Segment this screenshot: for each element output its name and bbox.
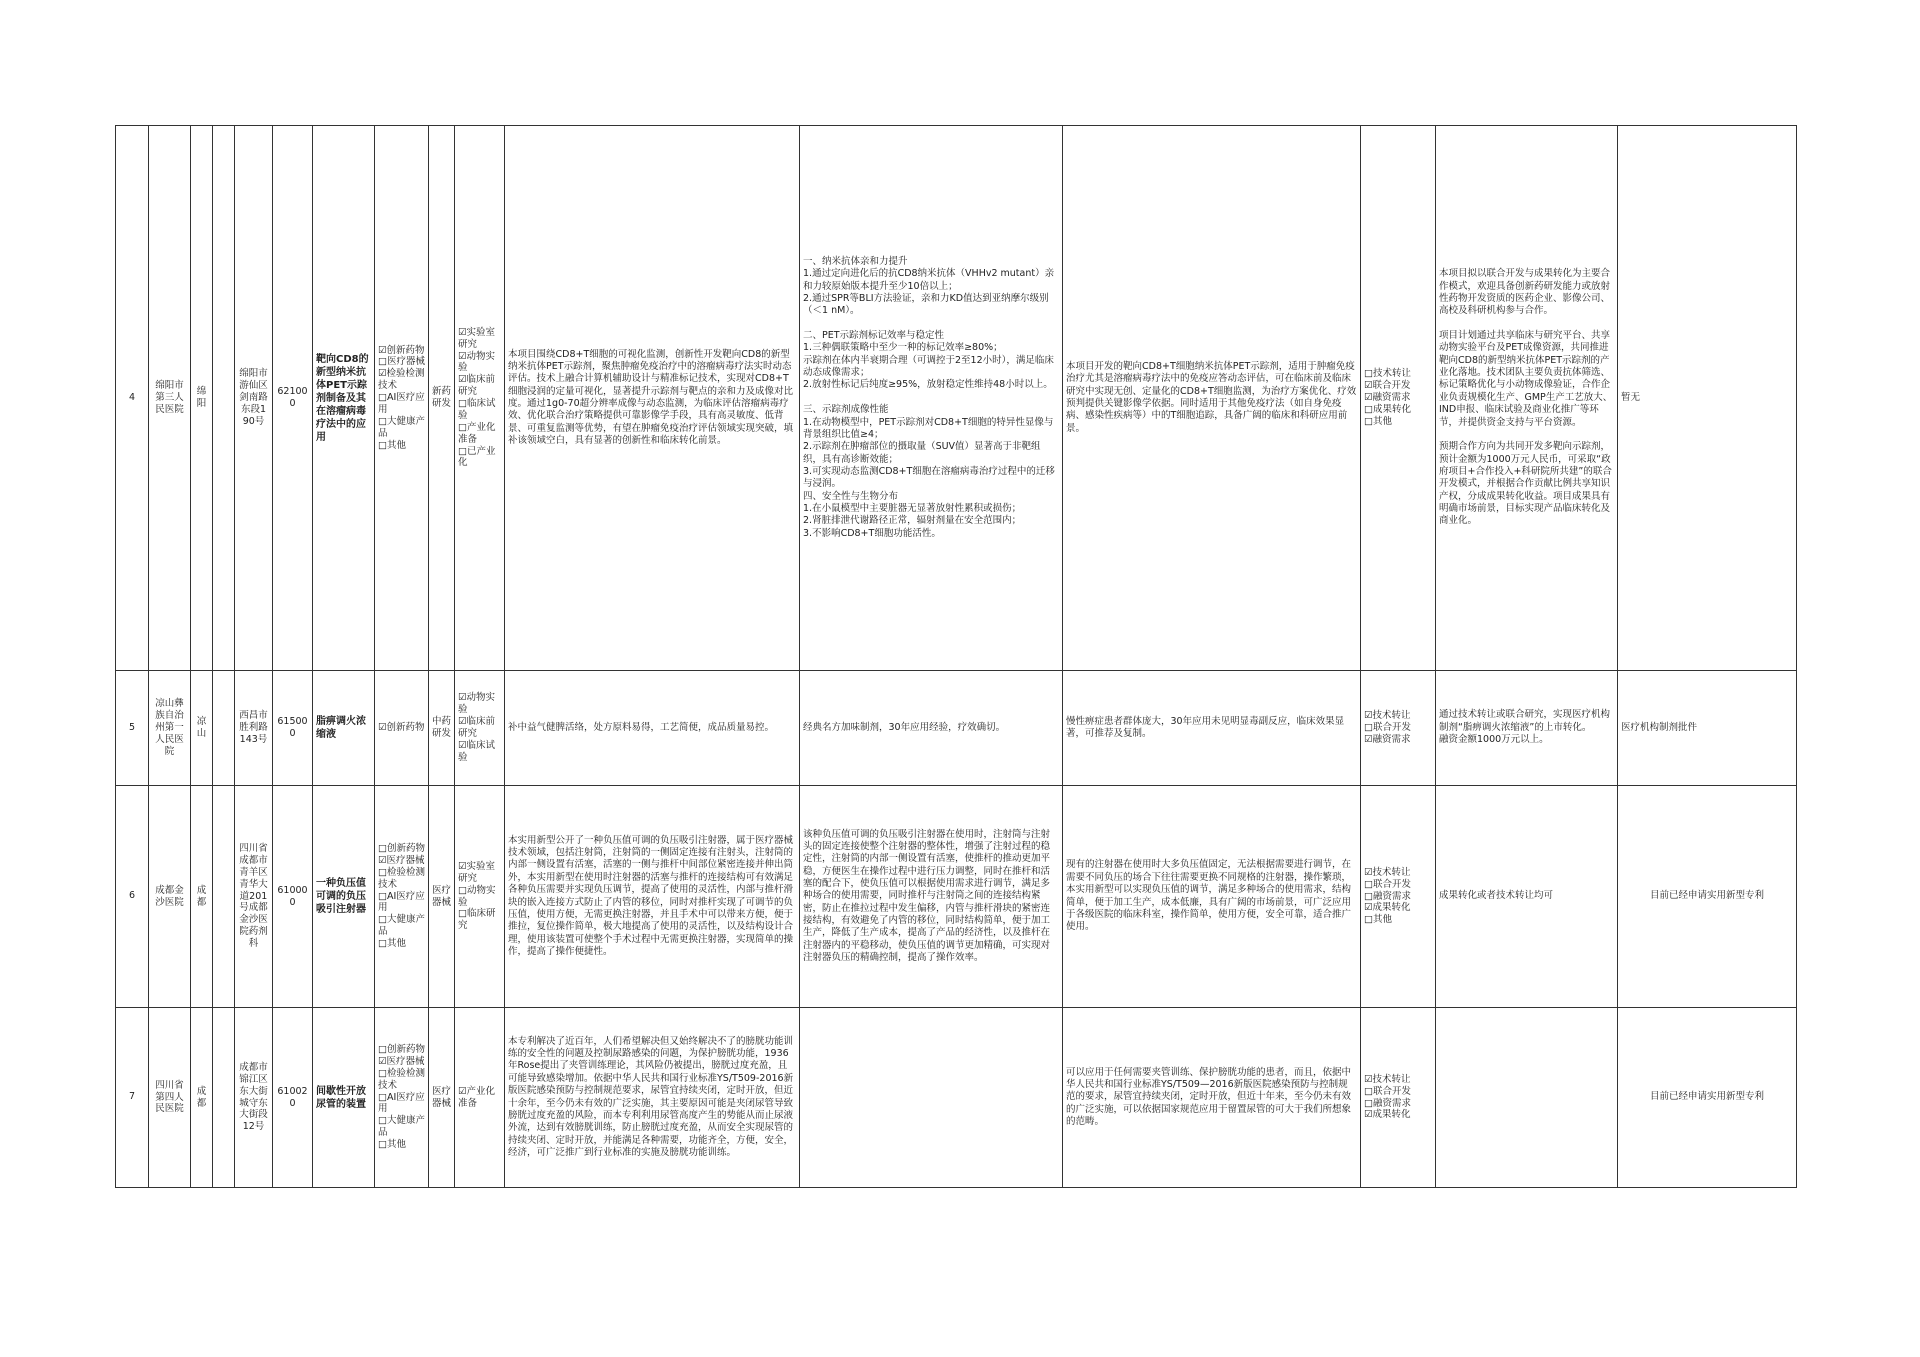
address-cell: 成都市锦江区东大街城守东大街段12号 [235,1008,273,1188]
category-option[interactable]: □大健康产品 [378,1115,425,1139]
category-option[interactable]: □医疗器械 [378,356,425,368]
summary-cell: 本专利解决了近百年，人们希望解决但又始终解决不了的膀胱功能训练的安全性的问题及控制尿路感染的问题，为保护膀胱功能，1936年Rose提出了夹管训练理论，其风险仍被提出，膀胱过度充盈，且可能导致感染增加。依据中华人民共和国行业标准YS/T509-2016新版医院感染预防与控制规范要求，尿管宜持续夹闭，定时开放，但近十余年，至今仍未有效的广泛实施，其主要原因可能是夹闭尿管导致膀胱过度充盈的风险，而本专利利用尿管高度产生的势能从而止尿液外流，达到有效膀胱训练，防止膀胱过度充盈，从而安全实现尿管的持续夹闭、定时开放，并能满足各种需要，功能齐全，方便，安全，经济，可广泛推广到行业标准的实施及膀胱功能训练。 [505,1008,800,1188]
coop-option[interactable]: □其他 [1364,914,1392,926]
coop-option[interactable]: ☑融资需求 [1364,392,1411,404]
indicators-cell: 一、纳米抗体亲和力提升 1.通过定向进化后的抗CD8纳米抗体（VHHv2 mutant）亲和力较原始版本提升至少10倍以上； 2.通过SPR等BLI方法验证，亲和力KD值达到亚纳摩尔级别（＜1 nM）。 二、PET示踪剂标记效率与稳定性 1.三种偶联策略中至少一种的标记效率≥80%； 示踪剂在体内半衰期合理（可调控于2至12小时），满足临床动态成像需求； 2.放射性标记后纯度≥95%，放射稳定性维持48小时以上。 三、示踪剂成像性能 1.在动物模型中，PET示踪剂对CD8+T细胞的特异性显像与背景组织比值≥4； 2.示踪剂在肿瘤部位的摄取量（SUV值）显著高于非靶组织，具有高诊断效能； 3.可实现动态监测CD8+T细胞在溶瘤病毒治疗过程中的迁移与浸润。 四、安全性与生物分布 1.在小鼠模型中主要脏器无显著放射性累积或损伤； 2.肾脏排泄代谢路径正常，辐射剂量在安全范围内； 3.不影响CD8+T细胞功能活性。 [800,126,1063,671]
coop-option[interactable]: □成果转化 [1364,403,1411,415]
hospital-cell: 成都金沙医院 [149,786,191,1008]
category-option[interactable]: □其他 [378,1139,406,1151]
category-option[interactable]: ☑检验检测技术 [378,368,425,392]
coop-option[interactable]: □技术转让 [1364,368,1411,380]
city-cell-2 [213,126,235,671]
city-cell: 凉山 [191,671,213,786]
project-title-cell: 脂痹调火浓缩液 [313,671,375,786]
coop-option[interactable]: □联合开发 [1364,878,1411,890]
category-cell [375,1008,429,1188]
cooperation-cell [1361,1008,1436,1188]
stage-cell [455,1008,505,1188]
hospital-cell: 四川省第四人民医院 [149,1008,191,1188]
remark-cell: 医疗机构制剂批件 [1618,671,1797,786]
category-option[interactable]: ☑医疗器械 [378,854,425,866]
stage-option[interactable]: ☑临床试验 [458,739,496,763]
stage-option[interactable]: □动物实验 [458,884,496,908]
stage-cell [455,786,505,1008]
row-number: 6 [116,786,149,1008]
city-cell: 绵阳 [191,126,213,671]
field-cell: 中药研发 [429,671,455,786]
coop-option[interactable]: □联合开发 [1364,722,1411,734]
stage-option[interactable]: ☑动物实验 [458,692,496,716]
cooperation-cell [1361,786,1436,1008]
table-row [116,126,1797,671]
category-option[interactable]: □创新药物 [378,1044,425,1056]
cooperation-cell [1361,671,1436,786]
field-cell: 医疗器械 [429,786,455,1008]
city-cell: 成都 [191,786,213,1008]
address-cell: 绵阳市游仙区剑南路东段190号 [235,126,273,671]
category-option[interactable]: □检验检测技术 [378,866,425,890]
coop-option[interactable]: □融资需求 [1364,1097,1411,1109]
row-number: 7 [116,1008,149,1188]
indicators-cell [800,1008,1063,1188]
coop-option[interactable]: □融资需求 [1364,890,1411,902]
category-option[interactable]: ☑创新药物 [378,722,425,734]
postcode-cell: 610000 [273,786,313,1008]
indicators-cell: 该种负压值可调的负压吸引注射器在使用时，注射筒与注射头的固定连接使整个注射器的整体性，增强了注射过程的稳定性，注射筒的内部一侧设置有活塞，使推杆的推动更加平稳，方便医生在操作过程中进行压力调整，同时在推杆和活塞的配合下，使负压值可以根据使用需求进行调节，满足多种场合的使用需要，同时推杆与注射筒之间的连接结构紧密，防止在推拉过程中发生偏移，内管与推杆滑块的紧密连接结构，有效避免了内管的移位，同时结构简单，便于加工生产，降低了生产成本，提高了产品的经济性，以及推杆在注射器内的平稳移动，使负压值的调节更加精确，可实现对注射器负压的精确控制，提高了操作效率。 [800,786,1063,1008]
city-cell: 成都 [191,1008,213,1188]
stage-option[interactable]: ☑产业化准备 [458,1085,496,1109]
postcode-cell: 621000 [273,126,313,671]
project-table [115,125,1797,1188]
cooperation-cell [1361,126,1436,671]
coop-option[interactable]: ☑成果转化 [1364,902,1411,914]
stage-option[interactable]: □临床试验 [458,398,496,421]
postcode-cell: 610020 [273,1008,313,1188]
stage-option[interactable]: □已产业化 [458,445,496,469]
address-cell: 四川省成都市青羊区青华大道201号成都金沙医院药剂科 [235,786,273,1008]
category-option[interactable]: □创新药物 [378,843,425,855]
coop-option[interactable]: ☑联合开发 [1364,380,1411,392]
project-title-cell: 靶向CD8的新型纳米抗体PET示踪剂制备及其在溶瘤病毒疗法中的应用 [313,126,375,671]
coop-detail-cell: 本项目拟以联合开发与成果转化为主要合作模式，欢迎具备创新药研发能力或放射性药物开发资质的医药企业、影像公司、高校及科研机构参与合作。 项目计划通过共享临床与研究平台、共享动物实验平台及PET成像资源，共同推进靶向CD8的新型纳米抗体PET示踪剂的产业化落地。技术团队主要负责抗体筛选、标记策略优化与小动物成像验证，合作企业负责规模化生产、GMP生产工艺放大、IND申报、临床试验及商业化推广等环节，并提供资金支持与平台资源。 预期合作方向为共同开发多靶向示踪剂，预计金额为1000万元人民币，可采取“政府项目+合作投入+科研院所共建”的联合开发模式，并根据合作贡献比例共享知识产权，分成成果转化收益。项目成果具有明确市场前景，目标实现产品临床转化及商业化。 [1436,126,1618,671]
category-option[interactable]: □AI医疗应用 [378,1091,425,1115]
stage-option[interactable]: ☑实验室研究 [458,326,496,350]
coop-option[interactable]: ☑成果转化 [1364,1109,1411,1121]
remark-cell: 目前已经申请实用新型专利 [1618,1008,1797,1188]
coop-detail-cell: 成果转化或者技术转让均可 [1436,786,1618,1008]
category-cell [375,126,429,671]
category-option[interactable]: □其他 [378,938,406,950]
stage-option[interactable]: ☑实验室研究 [458,860,496,884]
category-option[interactable]: ☑创新药物 [378,344,425,356]
stage-option[interactable]: ☑临床前研究 [458,716,496,739]
category-option[interactable]: □大健康产品 [378,415,425,439]
stage-option[interactable]: ☑动物实验 [458,350,496,374]
hospital-cell: 绵阳市第三人民医院 [149,126,191,671]
row-number: 4 [116,126,149,671]
coop-option[interactable]: ☑技术转让 [1364,710,1411,722]
city-cell-2 [213,786,235,1008]
category-cell [375,671,429,786]
row-number: 5 [116,671,149,786]
stage-cell [455,671,505,786]
remark-cell: 目前已经申请实用新型专利 [1618,786,1797,1008]
coop-option[interactable]: ☑技术转让 [1364,1073,1411,1085]
category-option[interactable]: ☑医疗器械 [378,1055,425,1067]
indicators-cell: 经典名方加味制剂，30年应用经验，疗效确切。 [800,671,1063,786]
table-row [116,1008,1797,1188]
category-option[interactable]: □其他 [378,439,406,451]
category-option[interactable]: □AI医疗应用 [378,890,425,914]
stage-cell [455,126,505,671]
table-row [116,671,1797,786]
application-cell: 本项目开发的靶向CD8+T细胞纳米抗体PET示踪剂，适用于肿瘤免疫治疗尤其是溶瘤病毒疗法中的免疫应答动态评估，可在临床前及临床研究中实现无创、定量化的CD8+T细胞监测，为治疗方案优化、疗效预判提供关键影像学依据。同时适用于其他免疫疗法（如自身免疫病、感染性疾病等）中的T细胞追踪，具备广阔的临床和科研应用前景。 [1063,126,1361,671]
application-cell: 现有的注射器在使用时大多负压值固定，无法根据需要进行调节，在需要不同负压的场合下往往需要更换不同规格的注射器，操作繁琐，本实用新型可以实现负压值的调节，满足多种场合的使用需求，结构简单，便于加工生产，成本低廉，具有广阔的市场前景，可广泛应用于各级医院的临床科室，操作简单，使用方便，安全可靠，适合推广使用。 [1063,786,1361,1008]
project-title-cell: 间歇性开放尿管的装置 [313,1008,375,1188]
remark-cell: 暂无 [1618,126,1797,671]
project-title-cell: 一种负压值可调的负压吸引注射器 [313,786,375,1008]
postcode-cell: 615000 [273,671,313,786]
coop-option[interactable]: □其他 [1364,415,1392,427]
category-option[interactable]: □大健康产品 [378,914,425,938]
table-row [116,786,1797,1008]
coop-option[interactable]: □联合开发 [1364,1085,1411,1097]
stage-option[interactable]: ☑临床前研究 [458,374,496,398]
summary-cell: 补中益气健脾活络，处方原料易得，工艺简便，成品质量易控。 [505,671,800,786]
coop-option[interactable]: ☑技术转让 [1364,866,1411,878]
category-option[interactable]: □AI医疗应用 [378,392,425,415]
address-cell: 西昌市胜利路143号 [235,671,273,786]
hospital-cell: 凉山彝族自治州第一人民医院 [149,671,191,786]
coop-option[interactable]: ☑融资需求 [1364,733,1411,745]
summary-cell: 本项目围绕CD8+T细胞的可视化监测，创新性开发靶向CD8的新型纳米抗体PET示踪剂，聚焦肿瘤免疫治疗中的溶瘤病毒疗法实时动态评估。技术上融合计算机辅助设计与精准标记技术，实现对CD8+T细胞浸润的定量可视化，显著提升示踪剂与靶点的亲和力及成像对比度。通过1g0-70超分辨率成像与动态监测，为临床评估溶瘤病毒疗效、优化联合治疗策略提供可靠影像学手段，具有高灵敏度、低背景、可重复监测等优势，有望在肿瘤免疫治疗评估领域实现突破，填补该领域空白，具有显著的创新性和临床转化前景。 [505,126,800,671]
application-cell: 慢性痹症患者群体庞大，30年应用未见明显毒副反应，临床效果显著，可推荐及复制。 [1063,671,1361,786]
coop-detail-cell [1436,1008,1618,1188]
city-cell-2 [213,671,235,786]
stage-option[interactable]: □产业化准备 [458,421,496,445]
category-option[interactable]: □检验检测技术 [378,1067,425,1091]
field-cell: 医疗器械 [429,1008,455,1188]
summary-cell: 本实用新型公开了一种负压值可调的负压吸引注射器，属于医疗器械技术领域，包括注射筒，注射筒的一侧固定连接有注射头，注射筒的内部一侧设置有活塞，活塞的一侧与推杆中间部位紧密连接并伸出筒外，本实用新型在使用时注射器的活塞与推杆的连接结构可有效满足各种负压需要并实现负压调节，提高了使用的灵活性，内部与推杆滑块的嵌入连接方式防止了内管的移位，同时对推杆实现了可调节的负压值，使用方便，无需更换注射器，并且手术中可以带来方便，便于推拉，复位操作简单，极大地提高了使用的灵活性，以及结构设计合理，使用该装置可使整个手术过程中无需更换注射器，实现简单的操作，提高了操作便捷性。 [505,786,800,1008]
city-cell-2 [213,1008,235,1188]
category-cell [375,786,429,1008]
coop-detail-cell: 通过技术转让或联合研究，实现医疗机构制剂“脂痹调火浓缩液”的上市转化。 融资金额1000万元以上。 [1436,671,1618,786]
field-cell: 新药研发 [429,126,455,671]
stage-option[interactable]: □临床研究 [458,908,496,932]
application-cell: 可以应用于任何需要夹管训练、保护膀胱功能的患者，而且，依据中华人民共和国行业标准YS/T509—2016新版医院感染预防与控制规范的要求，尿管宜持续夹闭，定时开放，但近十年来，至今仍未有效的广泛实施，可以依据国家规范应用于留置尿管的可大于我们所想象的范畴。 [1063,1008,1361,1188]
